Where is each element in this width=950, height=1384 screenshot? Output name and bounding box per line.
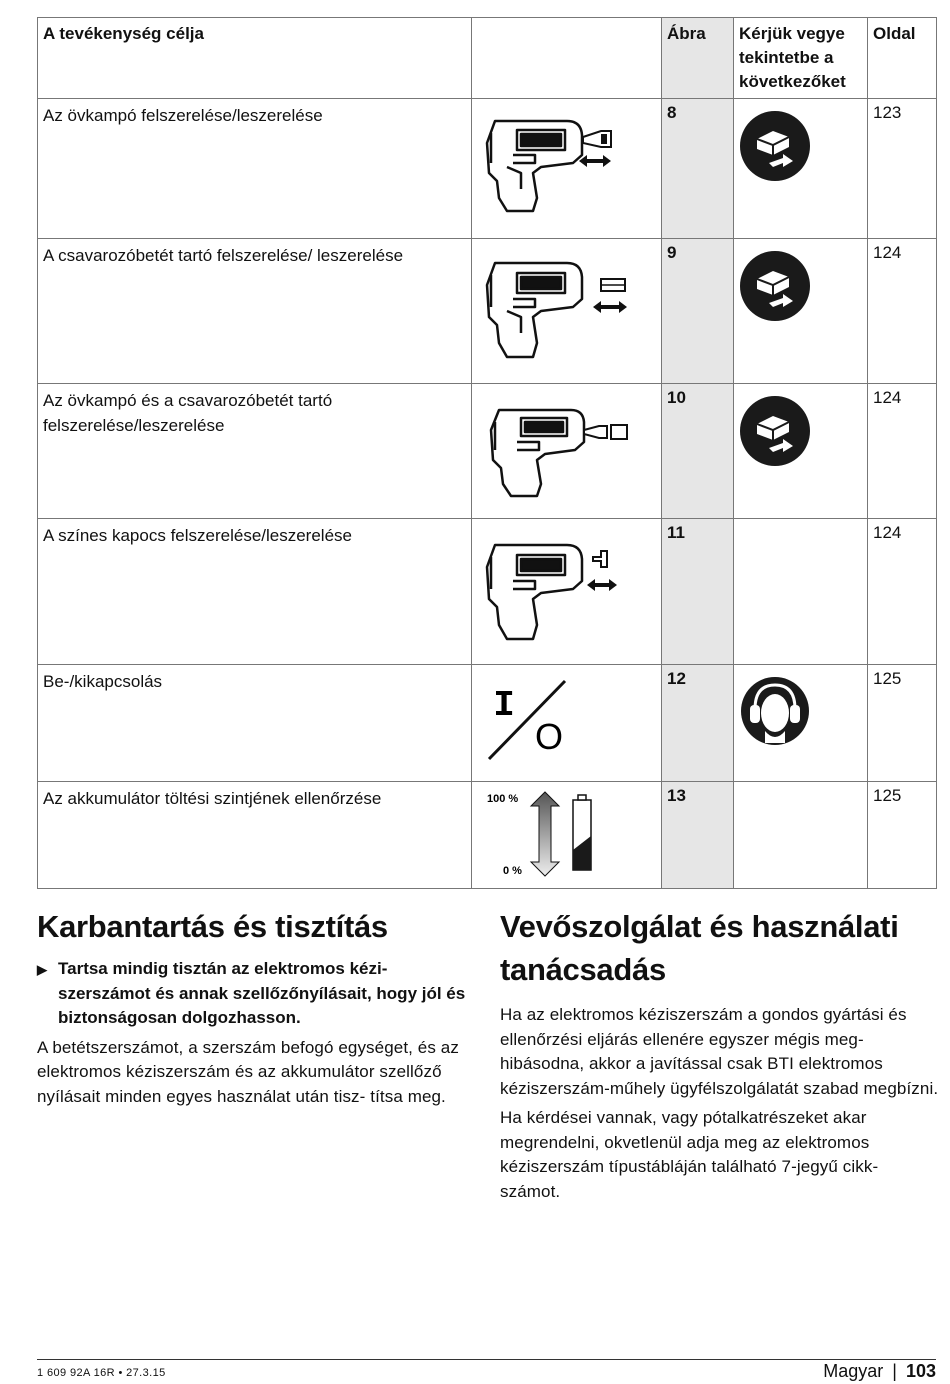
battery-remove-icon	[734, 99, 868, 239]
battery-remove-icon	[734, 239, 868, 384]
service-paragraph-2: Ha kérdései vannak, vagy pótalkatrészeket akar megrendelni, okvetlenül adja meg az elektromos kéziszerszám típustábláján található 7-jegyű cikk- számot.	[500, 1108, 879, 1201]
figure-number: 10	[662, 384, 734, 519]
activity-table	[37, 17, 937, 889]
table-row	[38, 519, 937, 665]
task-cell: Be-/kikapcsolás	[38, 665, 472, 782]
empty-reference	[734, 519, 868, 665]
task-cell: A színes kapocs felszerelése/leszerelése	[38, 519, 472, 665]
figure-number: 13	[662, 782, 734, 889]
figure-number: 8	[662, 99, 734, 239]
page-number: 123	[868, 99, 937, 239]
footer-page-number: 103	[905, 1361, 936, 1381]
switch-off-label: O	[534, 716, 564, 757]
drill-color-clip-drawing	[472, 519, 662, 665]
battery-remove-icon	[734, 384, 868, 519]
maintenance-section	[37, 905, 475, 1109]
table-row	[38, 782, 937, 889]
battery-full-label: 100 %	[487, 793, 519, 805]
footer-page-info	[823, 1361, 936, 1382]
drill-belt-hook-drawing	[472, 99, 662, 239]
table-row	[38, 99, 937, 239]
triangle-bullet-icon: ▶	[37, 962, 47, 977]
page-number: 124	[868, 239, 937, 384]
footer-rule	[37, 1359, 936, 1360]
battery-level-drawing	[472, 782, 662, 889]
page-number: 125	[868, 665, 937, 782]
task-cell: Az övkampó és a csavarozóbetét tartó felszerelése/leszerelése	[38, 384, 472, 519]
figure-number: 11	[662, 519, 734, 665]
maintenance-warning-text: Tartsa mindig tisztán az elektromos kézi- szerszámot és annak szellőzőnyílásait, hogy jól és biztonságosan dolgozhasson.	[58, 959, 466, 1027]
figure-number: 9	[662, 239, 734, 384]
figure-number: 12	[662, 665, 734, 782]
task-cell: A csavarozóbetét tartó felszerelése/ leszerelése	[38, 239, 472, 384]
table-row	[38, 384, 937, 519]
header-see-also: Kérjük vegye tekintetbe a következőket	[734, 18, 868, 99]
maintenance-title: Karbantartás és tisztítás	[37, 909, 388, 944]
footer-language: Magyar	[823, 1361, 884, 1381]
header-task: A tevékenység célja	[38, 18, 472, 99]
footer-separator: |	[892, 1361, 897, 1381]
header-drawing	[472, 18, 662, 99]
ear-protection-icon	[734, 665, 868, 782]
service-section	[500, 905, 940, 1204]
table-row	[38, 665, 937, 782]
maintenance-warning	[37, 957, 475, 1031]
task-cell: Az övkampó felszerelése/leszerelése	[38, 99, 472, 239]
service-title: Vevőszolgálat és használati tanácsadás	[500, 909, 899, 987]
on-off-switch-icon	[472, 665, 662, 782]
task-cell: Az akkumulátor töltési szintjének ellenőrzése	[38, 782, 472, 889]
empty-reference	[734, 782, 868, 889]
page-number: 124	[868, 384, 937, 519]
drill-bit-holder-drawing	[472, 239, 662, 384]
battery-empty-label: 0 %	[503, 865, 522, 877]
header-figure: Ábra	[662, 18, 734, 99]
drill-hook-and-holder-drawing	[472, 384, 662, 519]
table-header-row	[38, 18, 937, 99]
maintenance-paragraph: A betétszerszámot, a szerszám befogó egységet, és az elektromos kéziszerszám és az akkumulátor szellőző nyílásait minden egyes használat után tisz- títsa meg.	[37, 1037, 459, 1106]
page-number: 125	[868, 782, 937, 889]
service-paragraph-1: Ha az elektromos kéziszerszám a gondos gyártási és ellenőrzési eljárás ellenére egyszer mégis meg- hibásodna, akkor a javítással csak BTI elektromos kéziszerszám-műhely ügyfélszolgálatát szabad megbízni.	[500, 1005, 939, 1098]
switch-on-label: I	[493, 685, 515, 726]
page-number: 124	[868, 519, 937, 665]
header-page: Oldal	[868, 18, 937, 99]
table-row	[38, 239, 937, 384]
footer-code: 1 609 92A 16R • 27.3.15	[37, 1367, 166, 1379]
